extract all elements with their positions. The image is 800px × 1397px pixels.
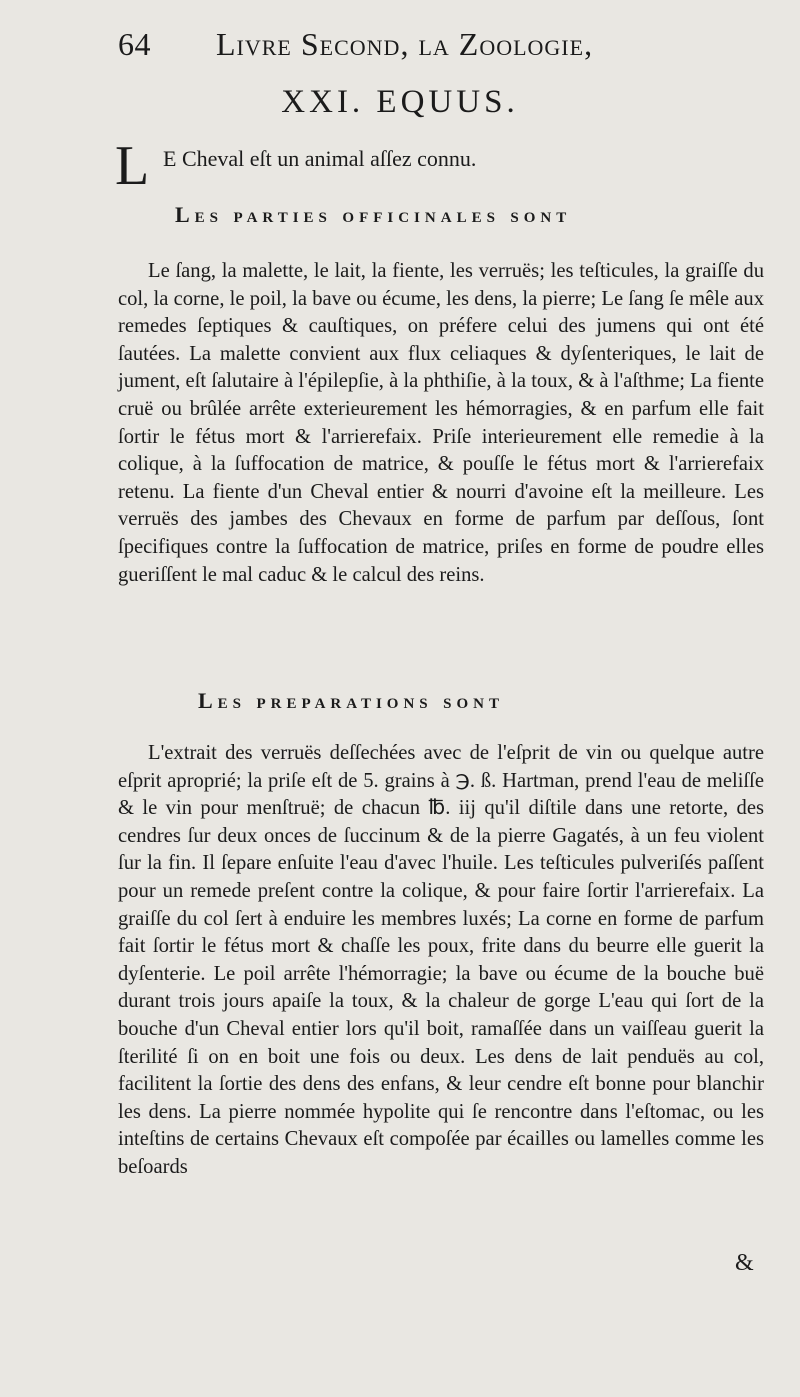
running-title: Livre Second, la Zoologie, — [216, 26, 594, 62]
section-heading-officinal-parts: Les parties officinales sont — [175, 202, 572, 227]
paragraph-officinal-parts: Le ſang, la malette, le lait, la fiente, les verruës; les teſticules, la graiſſe du col, la corne, le poil, la bave ou écume, les dens, la pierre; Le ſang ſe mêle aux remedes ſeptiques & cauſtiques, on préfere celui des jumens qui ont été ſautées. La malette convient aux flux celiaques & dyſenteriques, le lait de jument, eſt ſalutaire à l'épilepſie, à la phthiſie, à la toux, & à l'aſthme; La fiente cruë ou brûlée arrête exterieurement les hémorragies, & en parfum elle fait ſortir le fétus mort & l'arrierefaix. Priſe interieurement elle remedie à la colique, à la ſuffocation de matrice, & pouſſe le fétus mort & l'arrierefaix retenu. La fiente d'un Cheval entier & nourri d'avoine eſt la meilleure. Les verruës des jambes des Chevaux en forme de parfum par deſſous, ſont ſpecifiques contre la ſuffocation de matrice, priſes en forme de poudre elles gueriſſent le mal caduc & le calcul des reins. — [118, 260, 764, 586]
catchword: & — [735, 1250, 754, 1276]
paragraph-preparations: L'extrait des verruës deſſechées avec de l'eſprit de vin ou quelque autre eſprit aproprié; la priſe eſt de 5. grains à ℈. ß. Hartman, prend l'eau de meliſſe & le vin pour menſtruë; de chacun ℔. iij qu'il diſtile dans une retorte, des cendres ſur deux onces de ſuccinum & de la pierre Gagatés, à un feu violent ſur la fin. Il ſepare enſuite l'eau d'avec l'huile. Les teſticules pulveriſés paſſent pour un remede preſent contre la colique, & pour faire ſortir l'arrierefaix. La graiſſe du col ſert à enduire les membres luxés; La corne en forme de parfum fait ſortir le fétus mort & chaſſe les poux, frite dans du beurre elle guerit la dyſenterie. Le poil arrête l'hémorragie; la bave ou écume de la bouche buë durant trois jours apaiſe la toux, & la chaleur de gorge L'eau qui ſort de la bouche d'un Cheval entier lors qu'il boit, ramaſſée dans un vaiſſeau guerit la ſterilité ſi on en boit une fois ou deux. Les dens de lait penduës au col, facilitent la ſortie des dens des enfans, & leur cendre eſt bonne pour blanchir les dens. La pierre nommée hypolite qui ſe rencontre dans l'eſtomac, ou les inteſtins de certains Chevaux eſt compoſée par écailles ou lamelles comme les beſoards — [118, 742, 764, 1178]
page-number: 64 — [118, 26, 151, 62]
section-heading-preparations: Les preparations sont — [198, 688, 504, 713]
drop-cap: L — [115, 135, 150, 197]
chapter-title: XXI. EQUUS. — [281, 84, 519, 120]
intro-text: E Cheval eſt un animal aſſez connu. — [163, 146, 477, 171]
